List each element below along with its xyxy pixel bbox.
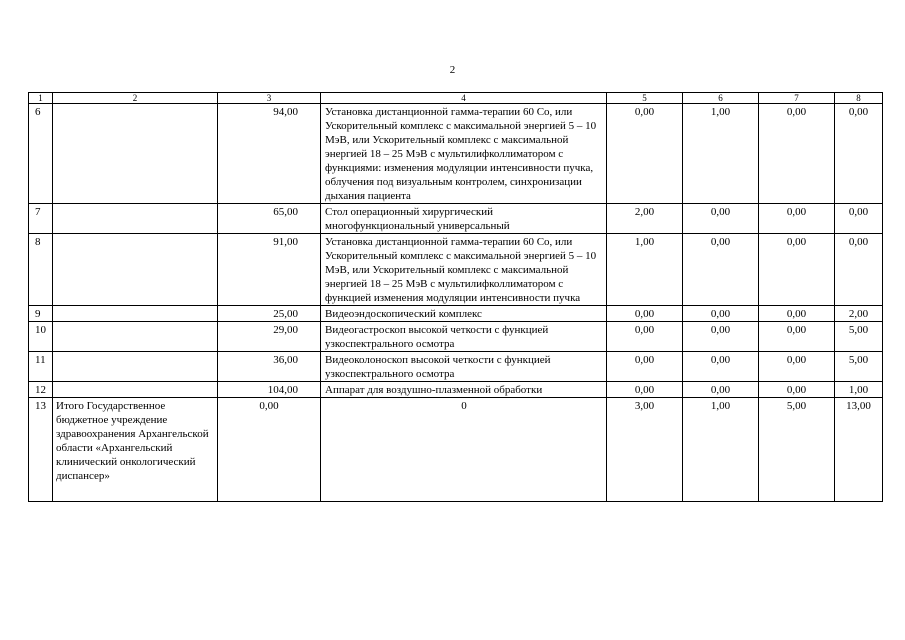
organization-cell (53, 234, 218, 306)
column-header: 8 (835, 93, 883, 104)
value-col8: 0,00 (835, 234, 883, 306)
organization-cell (53, 322, 218, 352)
value-col5: 0,00 (607, 322, 683, 352)
row-number: 6 (29, 104, 53, 204)
total-row (29, 398, 883, 502)
value-col6: 0,00 (683, 306, 759, 322)
table-row (29, 104, 883, 204)
organization-cell (53, 306, 218, 322)
equipment-cell: Установка дистанционной гамма-терапии 60 Co, или Ускорительный комплекс с максимальной энергией 5 – 10 МэВ, или Ускорительный комплекс с максимальной энергией 18 – 25 МэВ с мультилифколлиматором с функциями: изменения модуляции интенсивности пучка, облучения под визуальным контролем, синхронизации дыхания пациента (321, 104, 607, 204)
equipment-cell: Аппарат для воздушно-плазменной обработки (321, 382, 607, 398)
table-row (29, 322, 883, 352)
value-col5: 0,00 (607, 104, 683, 204)
value-col8: 0,00 (835, 204, 883, 234)
equipment-table (28, 92, 883, 502)
value-col8: 1,00 (835, 382, 883, 398)
organization-cell (53, 204, 218, 234)
value-col3: 36,00 (218, 352, 321, 382)
value-col3: 65,00 (218, 204, 321, 234)
value-col8: 2,00 (835, 306, 883, 322)
organization-cell (53, 104, 218, 204)
value-col7: 0,00 (759, 322, 835, 352)
value-col6: 0,00 (683, 352, 759, 382)
value-col3: 104,00 (218, 382, 321, 398)
value-col3: 0,00 (218, 398, 321, 502)
value-col5: 3,00 (607, 398, 683, 502)
value-col6: 1,00 (683, 398, 759, 502)
row-number: 12 (29, 382, 53, 398)
value-col6: 0,00 (683, 382, 759, 398)
value-col6: 0,00 (683, 204, 759, 234)
value-col7: 0,00 (759, 382, 835, 398)
value-col3: 29,00 (218, 322, 321, 352)
value-col5: 1,00 (607, 234, 683, 306)
equipment-cell: Видеоэндоскопический комплекс (321, 306, 607, 322)
page-number: 2 (449, 64, 456, 76)
organization-cell (53, 382, 218, 398)
table-row (29, 234, 883, 306)
equipment-cell: Стол операционный хирургический многофункциональный универсальный (321, 204, 607, 234)
equipment-cell: 0 (321, 398, 607, 502)
row-number: 9 (29, 306, 53, 322)
value-col3: 94,00 (218, 104, 321, 204)
row-number: 7 (29, 204, 53, 234)
column-header: 4 (321, 93, 607, 104)
table-row (29, 352, 883, 382)
value-col3: 91,00 (218, 234, 321, 306)
table-row (29, 306, 883, 322)
row-number: 10 (29, 322, 53, 352)
value-col7: 0,00 (759, 352, 835, 382)
column-header: 7 (759, 93, 835, 104)
table-row (29, 204, 883, 234)
value-col7: 0,00 (759, 234, 835, 306)
column-header: 6 (683, 93, 759, 104)
column-header: 2 (53, 93, 218, 104)
organization-cell (53, 352, 218, 382)
value-col3: 25,00 (218, 306, 321, 322)
column-header: 3 (218, 93, 321, 104)
organization-cell: Итого Государственное бюджетное учреждение здравоохранения Архангельской области «Архангельский клинический онкологический диспансер» (53, 398, 218, 502)
row-number: 11 (29, 352, 53, 382)
value-col5: 0,00 (607, 352, 683, 382)
row-number: 13 (29, 398, 53, 502)
value-col7: 5,00 (759, 398, 835, 502)
value-col7: 0,00 (759, 204, 835, 234)
value-col6: 0,00 (683, 322, 759, 352)
value-col8: 13,00 (835, 398, 883, 502)
value-col5: 2,00 (607, 204, 683, 234)
value-col8: 5,00 (835, 352, 883, 382)
value-col6: 0,00 (683, 234, 759, 306)
equipment-cell: Видеогастроскоп высокой четкости с функцией узкоспектрального осмотра (321, 322, 607, 352)
value-col8: 5,00 (835, 322, 883, 352)
value-col8: 0,00 (835, 104, 883, 204)
value-col7: 0,00 (759, 104, 835, 204)
row-number: 8 (29, 234, 53, 306)
value-col6: 1,00 (683, 104, 759, 204)
table-row (29, 382, 883, 398)
value-col5: 0,00 (607, 382, 683, 398)
equipment-cell: Установка дистанционной гамма-терапии 60 Co, или Ускорительный комплекс с максимальной энергией 5 – 10 МэВ, или Ускорительный комплекс с максимальной энергией 18 – 25 МэВ с мультилифколлиматором с функцией изменения модуляции интенсивности пучка (321, 234, 607, 306)
header-row (29, 93, 883, 104)
column-header: 5 (607, 93, 683, 104)
value-col7: 0,00 (759, 306, 835, 322)
column-header: 1 (29, 93, 53, 104)
equipment-cell: Видеоколоноскоп высокой четкости с функцией узкоспектрального осмотра (321, 352, 607, 382)
value-col5: 0,00 (607, 306, 683, 322)
